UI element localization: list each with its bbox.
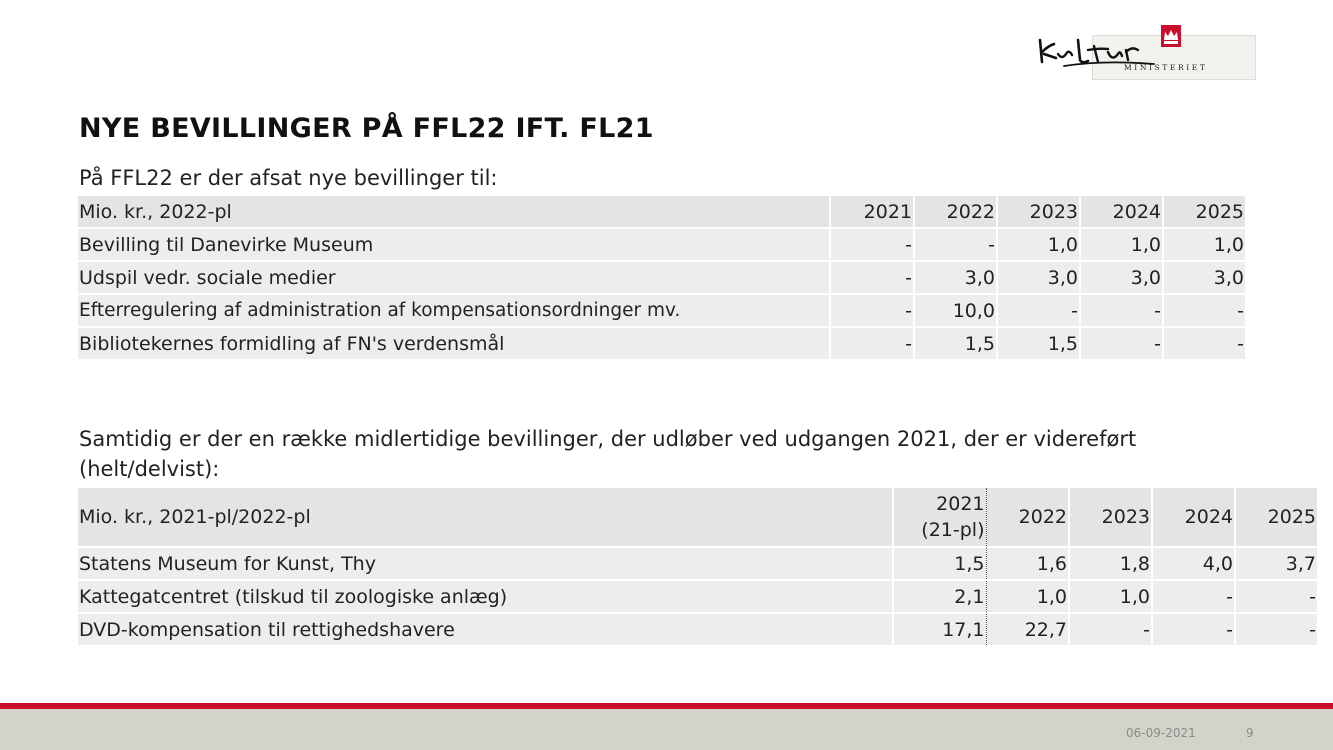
table-row	[78, 327, 1246, 360]
table-cell: -	[830, 294, 914, 327]
table-cell: 3,0	[1080, 261, 1163, 294]
header-cell: 2023	[997, 196, 1080, 228]
header-cell: 2021	[830, 196, 914, 228]
table-header-row	[78, 196, 1246, 228]
table-row	[78, 547, 1318, 580]
header-cell: 2022	[986, 488, 1069, 547]
crown-icon	[1160, 24, 1182, 48]
table-cell: 3,0	[997, 261, 1080, 294]
row-label: Efterregulering af administration af kompensationsordninger mv.	[78, 294, 830, 327]
table-cell: 1,5	[893, 547, 986, 580]
table-cell: -	[1163, 294, 1246, 327]
table-cell: -	[1080, 327, 1163, 360]
table-cell: 1,8	[1069, 547, 1152, 580]
table-cell: 3,7	[1235, 547, 1318, 580]
table-cell: 1,0	[986, 580, 1069, 613]
header-cell: 2024	[1080, 196, 1163, 228]
header-cell: Mio. kr., 2021-pl/2022-pl	[78, 488, 893, 547]
table-cell: -	[1069, 613, 1152, 646]
table-cell: 2,1	[893, 580, 986, 613]
table-cell: -	[1163, 327, 1246, 360]
continuation-text: Samtidig er der en række midlertidige bevillinger, der udløber ved udgangen 2021, der er videreført (helt/delvist):	[79, 427, 1137, 481]
table-row	[78, 294, 1246, 327]
page-title: NYE BEVILLINGER PÅ FFL22 IFT. FL21	[79, 113, 654, 144]
table-cell: -	[1235, 580, 1318, 613]
row-label: Bevilling til Danevirke Museum	[78, 228, 830, 261]
table-cell: -	[830, 327, 914, 360]
header-cell: 2023	[1069, 488, 1152, 547]
table-cell: 1,5	[914, 327, 997, 360]
table-header-row	[78, 488, 1318, 547]
row-label: Bibliotekernes formidling af FN's verdensmål	[78, 327, 830, 360]
row-label: Statens Museum for Kunst, Thy	[78, 547, 893, 580]
ministry-logo	[1034, 22, 1256, 80]
header-year: 2021	[936, 493, 985, 515]
header-cell: 2024	[1152, 488, 1235, 547]
table-cell: 10,0	[914, 294, 997, 327]
table-cell: 1,0	[1069, 580, 1152, 613]
table-cell: -	[997, 294, 1080, 327]
row-label: Kattegatcentret (tilskud til zoologiske anlæg)	[78, 580, 893, 613]
row-label: DVD-kompensation til rettighedshavere	[78, 613, 893, 646]
table-cell: -	[830, 228, 914, 261]
table-cell: 22,7	[986, 613, 1069, 646]
temporary-appropriations-table	[78, 488, 1319, 647]
table-cell: 3,0	[914, 261, 997, 294]
table-cell: 1,6	[986, 547, 1069, 580]
table-cell: 3,0	[1163, 261, 1246, 294]
header-cell: Mio. kr., 2022-pl	[78, 196, 830, 228]
header-cell-2021	[893, 488, 986, 547]
table-cell: 17,1	[893, 613, 986, 646]
header-cell: 2025	[1235, 488, 1318, 547]
table-row	[78, 613, 1318, 646]
table-cell: -	[1152, 580, 1235, 613]
table-cell: -	[914, 228, 997, 261]
table-cell: -	[1080, 294, 1163, 327]
header-cell: 2022	[914, 196, 997, 228]
logo-text: MINISTERIET	[1124, 63, 1208, 72]
intro-text: På FFL22 er der afsat nye bevillinger til:	[79, 166, 498, 190]
footer	[0, 709, 1333, 750]
new-appropriations-table	[78, 196, 1247, 361]
table-row	[78, 580, 1318, 613]
table-cell: -	[830, 261, 914, 294]
table-row	[78, 261, 1246, 294]
header-price-level: (21-pl)	[921, 519, 985, 541]
table-cell: -	[1152, 613, 1235, 646]
row-label: Udspil vedr. sociale medier	[78, 261, 830, 294]
table-cell: 1,5	[997, 327, 1080, 360]
page-number: 9	[1246, 726, 1254, 740]
table-cell: -	[1235, 613, 1318, 646]
footer-date: 06-09-2021	[1126, 726, 1196, 740]
table-cell: 4,0	[1152, 547, 1235, 580]
table-row	[78, 228, 1246, 261]
table-cell: 1,0	[997, 228, 1080, 261]
table-cell: 1,0	[1080, 228, 1163, 261]
table-cell: 1,0	[1163, 228, 1246, 261]
header-cell: 2025	[1163, 196, 1246, 228]
